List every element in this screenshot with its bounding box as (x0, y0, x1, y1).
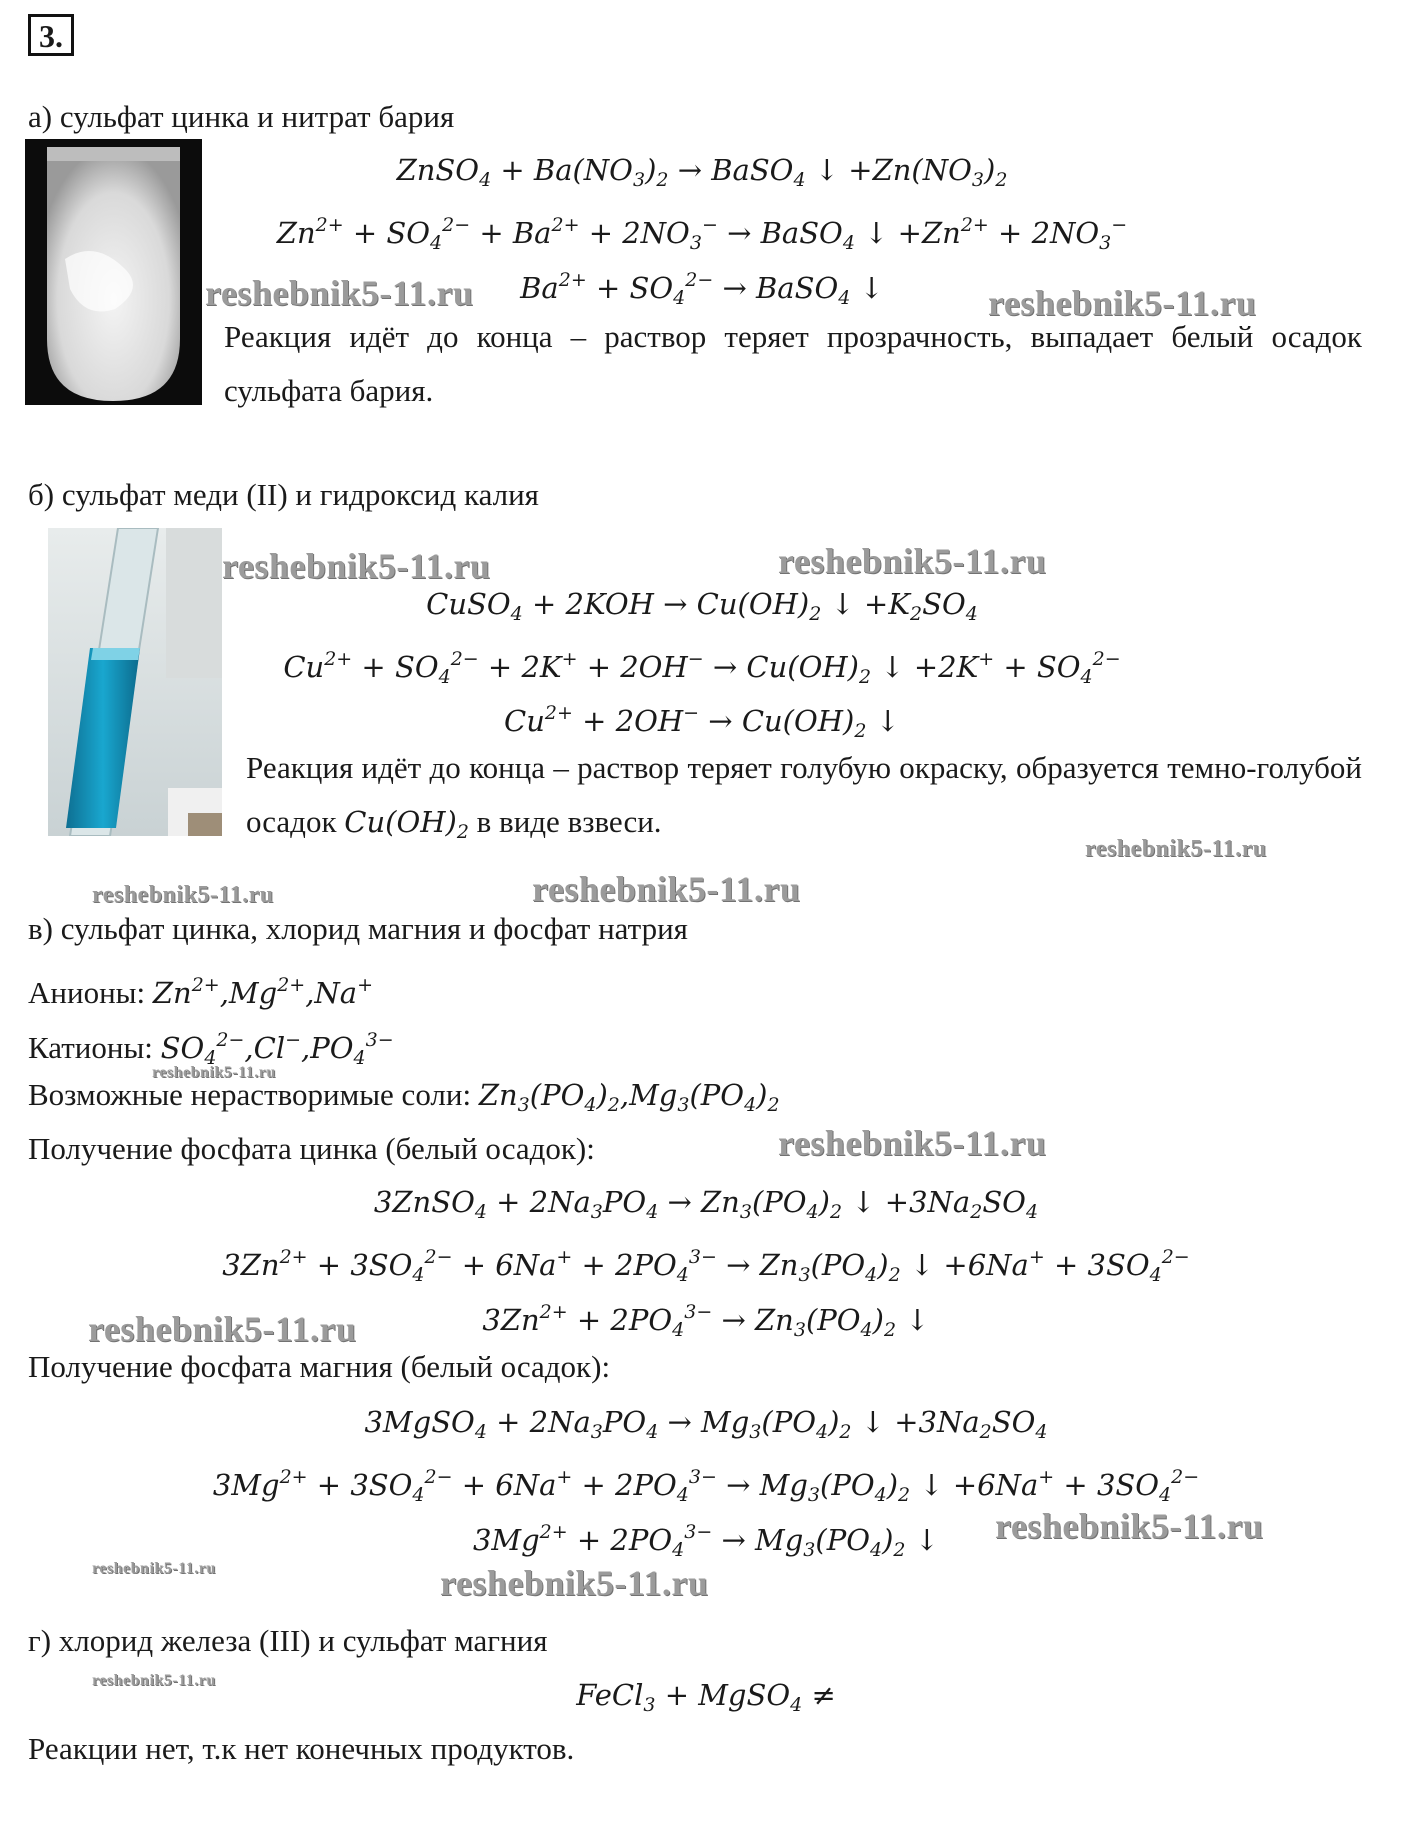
watermark: reshebnik5-11.ru (152, 1064, 276, 1081)
salts-line (28, 1075, 780, 1125)
anions-line (28, 965, 373, 1013)
watermark: reshebnik5-11.ru (995, 1506, 1264, 1546)
watermark: reshebnik5-11.ru (440, 1563, 709, 1603)
part-b-heading: б) сульфат меди (II) и гидроксид калия (28, 477, 539, 512)
part-b-note-formula: $Cu(OH)_2$ (344, 805, 469, 843)
eq-b-full-ionic: $Cu^{2+} + SO_4^{2-} + 2K^+ + 2OH^- \to Cu(OH)_2$ ↓ $+2K^+ + SO_4^{2-}$ (283, 648, 1121, 688)
eq-a-short-ionic: $Ba^{2+} + SO_4^{2-}$ → BaSO$_4$ ↓ (520, 269, 884, 309)
eq-v-magnesium-molecular: 3MgSO$_4$ + $2Na_3PO_4 \to Mg_3(PO_4)_2$ ↓ $+3Na_2SO_4$ (364, 1405, 1048, 1443)
cations-label: Катионы: (28, 1030, 153, 1065)
cations-formula: $SO_4^{2-},Cl^-,PO_4^{3-}$ (160, 1029, 394, 1069)
eq-v-magnesium-full-ionic: $3Mg^{2+} + 3SO_4^{2-} + 6Na^+ + 2PO_4^{3-} \to Mg_3(PO_4)_2$ ↓ $+6Na^+ + 3SO_4^{2-}$ (212, 1466, 1200, 1506)
watermark: reshebnik5-11.ru (532, 869, 801, 909)
watermark: reshebnik5-11.ru (988, 283, 1257, 323)
watermark: reshebnik5-11.ru (778, 1123, 1047, 1163)
eq-v-magnesium-short-ionic: $3Mg^{2+} + 2PO_4^{3-} \to Mg_3(PO_4)_2$ ↓ (472, 1521, 940, 1561)
task-number: 3. (28, 14, 74, 56)
salts-formula: $Zn_3(PO_4)_2,Mg_3(PO_4)_2$ (478, 1078, 780, 1116)
test-tube-white-precipitate-photo (25, 139, 202, 405)
part-b-note-end: в виде взвеси. (476, 804, 662, 839)
eq-b-short-ionic: $Cu^{2+} + 2OH^- \to Cu(OH)_2$ ↓ (504, 702, 900, 742)
magnesium-heading: Получение фосфата магния (белый осадок): (28, 1349, 611, 1384)
salts-label: Возможные нерастворимые соли: (28, 1077, 472, 1112)
eq-a-full-ionic: $Zn^{2+} + SO_4^{2-} + Ba^{2+} + 2NO_3^-$ → BaSO$_4$ ↓ $+Zn^{2+} + 2NO_3^-$ (276, 214, 1128, 254)
part-g-heading: г) хлорид железа (III) и сульфат магния (28, 1623, 548, 1658)
eq-v-zinc-short-ionic: $3Zn^{2+} + 2PO_4^{3-} \to Zn_3(PO_4)_2$ ↓ (482, 1301, 930, 1341)
watermark: reshebnik5-11.ru (1085, 836, 1267, 862)
eq-v-zinc-full-ionic: $3Zn^{2+} + 3SO_4^{2-} + 6Na^+ + 2PO_4^{3-} \to Zn_3(PO_4)_2$ ↓ $+6Na^+ + 3SO_4^{2-}$ (222, 1246, 1190, 1286)
watermark: reshebnik5-11.ru (778, 541, 1047, 581)
eq-g: FeCl$_3$ + MgSO$_4$ ≠ (576, 1678, 836, 1716)
watermark: reshebnik5-11.ru (92, 882, 274, 908)
test-tube-blue-precipitate-photo (48, 528, 222, 836)
part-v-heading: в) сульфат цинка, хлорид магния и фосфат натрия (28, 911, 688, 946)
eq-b-molecular: CuSO$_4$ + $2KOH \to Cu(OH)_2$ ↓ $+K_2SO_4$ (426, 587, 978, 625)
zinc-heading: Получение фосфата цинка (белый осадок): (28, 1131, 595, 1166)
part-g-note: Реакции нет, т.к нет конечных продуктов. (28, 1731, 575, 1766)
watermark: reshebnik5-11.ru (222, 546, 491, 586)
part-a-note: Реакция идёт до конца – раствор теряет прозрачность, выпадает белый осадок сульфата бария. (224, 319, 1362, 408)
anions-formula: $Zn^{2+},Mg^{2+},Na^+$ (152, 974, 374, 1010)
watermark: reshebnik5-11.ru (92, 1560, 216, 1577)
watermark: reshebnik5-11.ru (205, 273, 474, 313)
eq-a-molecular: ZnSO$_4$ + $Ba(NO_3)_2$ → BaSO$_4$ ↓ $+Zn(NO_3)_2$ (396, 153, 1008, 191)
part-a-heading: а) сульфат цинка и нитрат бария (28, 99, 455, 134)
eq-v-zinc-molecular: 3ZnSO$_4$ + $2Na_3PO_4 \to Zn_3(PO_4)_2$ ↓ $+3Na_2SO_4$ (373, 1185, 1039, 1223)
watermark: reshebnik5-11.ru (92, 1672, 216, 1689)
watermark: reshebnik5-11.ru (88, 1309, 357, 1349)
anions-label: Анионы: (28, 975, 146, 1010)
part-b-note-start: Реакция идёт до конца – раствор теряет голубую окраску, образуется темно-голубой осадок (246, 750, 1362, 839)
